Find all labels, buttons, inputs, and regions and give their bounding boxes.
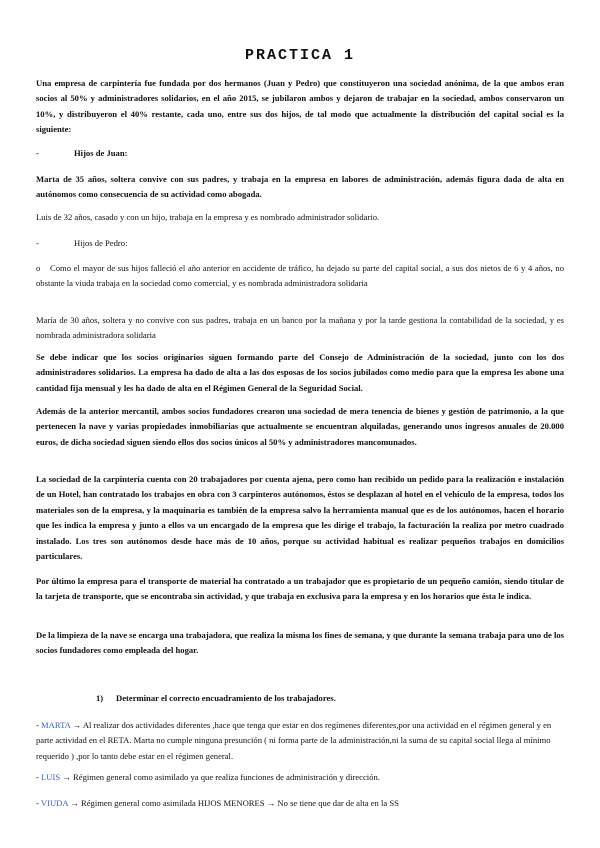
answer-name-marta: MARTA: [41, 720, 71, 730]
answer-dash: -: [36, 772, 39, 782]
juan-heading: [36, 146, 564, 161]
juan-heading-text: Hijos de Juan:: [74, 148, 128, 158]
arrow-icon: →: [72, 720, 82, 730]
answer-marta: [36, 718, 564, 764]
intro-paragraph: Una empresa de carpintería fue fundada por dos hermanos (Juan y Pedro) que constituyeron una sociedad anónima, de la que ambos eran socios al 50% y administradores solidarios, en el año 2015, se jubilaron ambos y dejaron de trabajar en la sociedad, ambos conservaron un 10%, y distribuyeron el 40% restante, cada uno, entre sus dos hijos, de tal modo que actualmente la distribución del capital social es la siguiente:: [36, 78, 564, 135]
answer-dash: -: [36, 798, 39, 808]
pedro-son-bullet: o: [36, 263, 41, 273]
arrow-icon: →: [62, 772, 71, 782]
maria-paragraph: María de 30 años, soltera y no convive con sus padres, trabaja en un banco por la mañana y por la tarde gestiona la contabilidad de la sociedad, y es nombrada administradora solidaria: [36, 315, 564, 341]
pedro-son-text: Como el mayor de sus hijos falleció el año anterior en accidente de tráfico, ha dejado su parte del capital social, a sus dos nietos de 6 y 4 años, no obstante la viuda trabaja en la sociedad como comercial, y es nombrada administradora solidaria: [36, 263, 564, 289]
marta-paragraph: Marta de 35 años, soltera convive con sus padres, y trabaja en la empresa en labores de administración, además figura dada de alta en autónomos como consecuencia de su actividad como abogada.: [36, 174, 564, 200]
arrow-icon: →: [70, 798, 79, 808]
luis-paragraph: Luis de 32 años, casado y con un hijo, trabaja en la empresa y es nombrado administrador solidario.: [36, 212, 380, 222]
answer-name-luis: LUIS: [41, 772, 61, 782]
transporte-paragraph: Por último la empresa para el transporte de material ha contratado a un trabajador que es propietario de un pequeño camión, siendo titular de la tarjeta de transporte, que se encontraba sin actividad, y que trabaja en exclusiva para la empresa y en los horarios que ésta le indica.: [36, 576, 564, 602]
pedro-bullet: -: [36, 238, 39, 248]
answer-dash: -: [36, 720, 39, 730]
answer-viuda: [36, 796, 564, 811]
juan-bullet: -: [36, 148, 39, 158]
mercantil-paragraph: Además de la anterior mercantil, ambos socios fundadores crearon una sociedad de mera tenencia de bienes y gestión de patrimonio, a la que pertenecen la nave y varias propiedades inmobiliarias que actualmente se encuentran alquiladas, generando unos ingresos anuales de 20.000 euros, de dicha sociedad siguen siendo ellos dos socios únicos al 50% y administradores mancomunados.: [36, 406, 564, 447]
question-1: [96, 693, 336, 703]
pedro-son-paragraph: [36, 261, 564, 292]
answer-luis: [36, 770, 564, 785]
limpieza-paragraph: De la limpieza de la nave se encarga una trabajadora, que realiza la misma los fines de semana, y que durante la semana trabaja para uno de los socios fundadores como empleada del hogar.: [36, 630, 564, 656]
trabajadores-paragraph: La sociedad de la carpintería cuenta con 20 trabajadores por cuenta ajena, pero como han recibido un pedido para la realización e instalación de un Hotel, han contratado los trabajos en obra con 3 carpinteros autónomos, éstos se desplazan al hotel en el vehículo de la empresa, todos los materiales son de la empresa, y la maquinaria es también de la empresa salvo la herramienta manual que es de los autónomos, hacen el horario que les indica la empresa y junto a ellos va un encargado de la empresa que les dirige el trabajo, la facturación la realiza por metro cuadrado instalado. Los tres son autónomos desde hace más de 10 años, porque su actividad habitual es realizar pequeños trabajos en domicilios particulares.: [36, 474, 564, 562]
page-title: PRACTICA 1: [244, 47, 355, 64]
question-text: Determinar el correcto encuadramiento de los trabajadores.: [116, 693, 336, 703]
answer-name-viuda: VIUDA: [40, 798, 69, 808]
pedro-heading: [36, 236, 564, 251]
question-number: 1): [96, 693, 104, 703]
consejo-paragraph: Se debe indicar que los socios originarios siguen formando parte del Consejo de Administración de la sociedad, junto con los dos administradores solidarios. La empresa ha dado de alta a las dos esposas de los socios jubilados como medio para que la empresa les abone una cantidad fija mensual y les ha dado de alta en el Régimen General de la Seguridad Social.: [36, 352, 564, 393]
answer-text-marta: Al realizar dos actividades diferentes ,hace que tenga que estar en dos regímenes diferentes,por una actividad en el régimen general y en parte actividad en el RETA. Marta no cumple ninguna presunción ( ni forma parte de la administración,ni la suma de su capital social llega al mínimo requerido ) ,por lo tanto debe estar en el régimen general.: [36, 720, 552, 761]
answer-text-luis: Régimen general como asimilado ya que realiza funciones de administración y dirección.: [73, 772, 380, 782]
answer-text-viuda: Régimen general como asimilada HIJOS MENORES → No se tiene que dar de alta en la SS: [81, 798, 399, 808]
pedro-heading-text: Hijos de Pedro:: [74, 238, 128, 248]
